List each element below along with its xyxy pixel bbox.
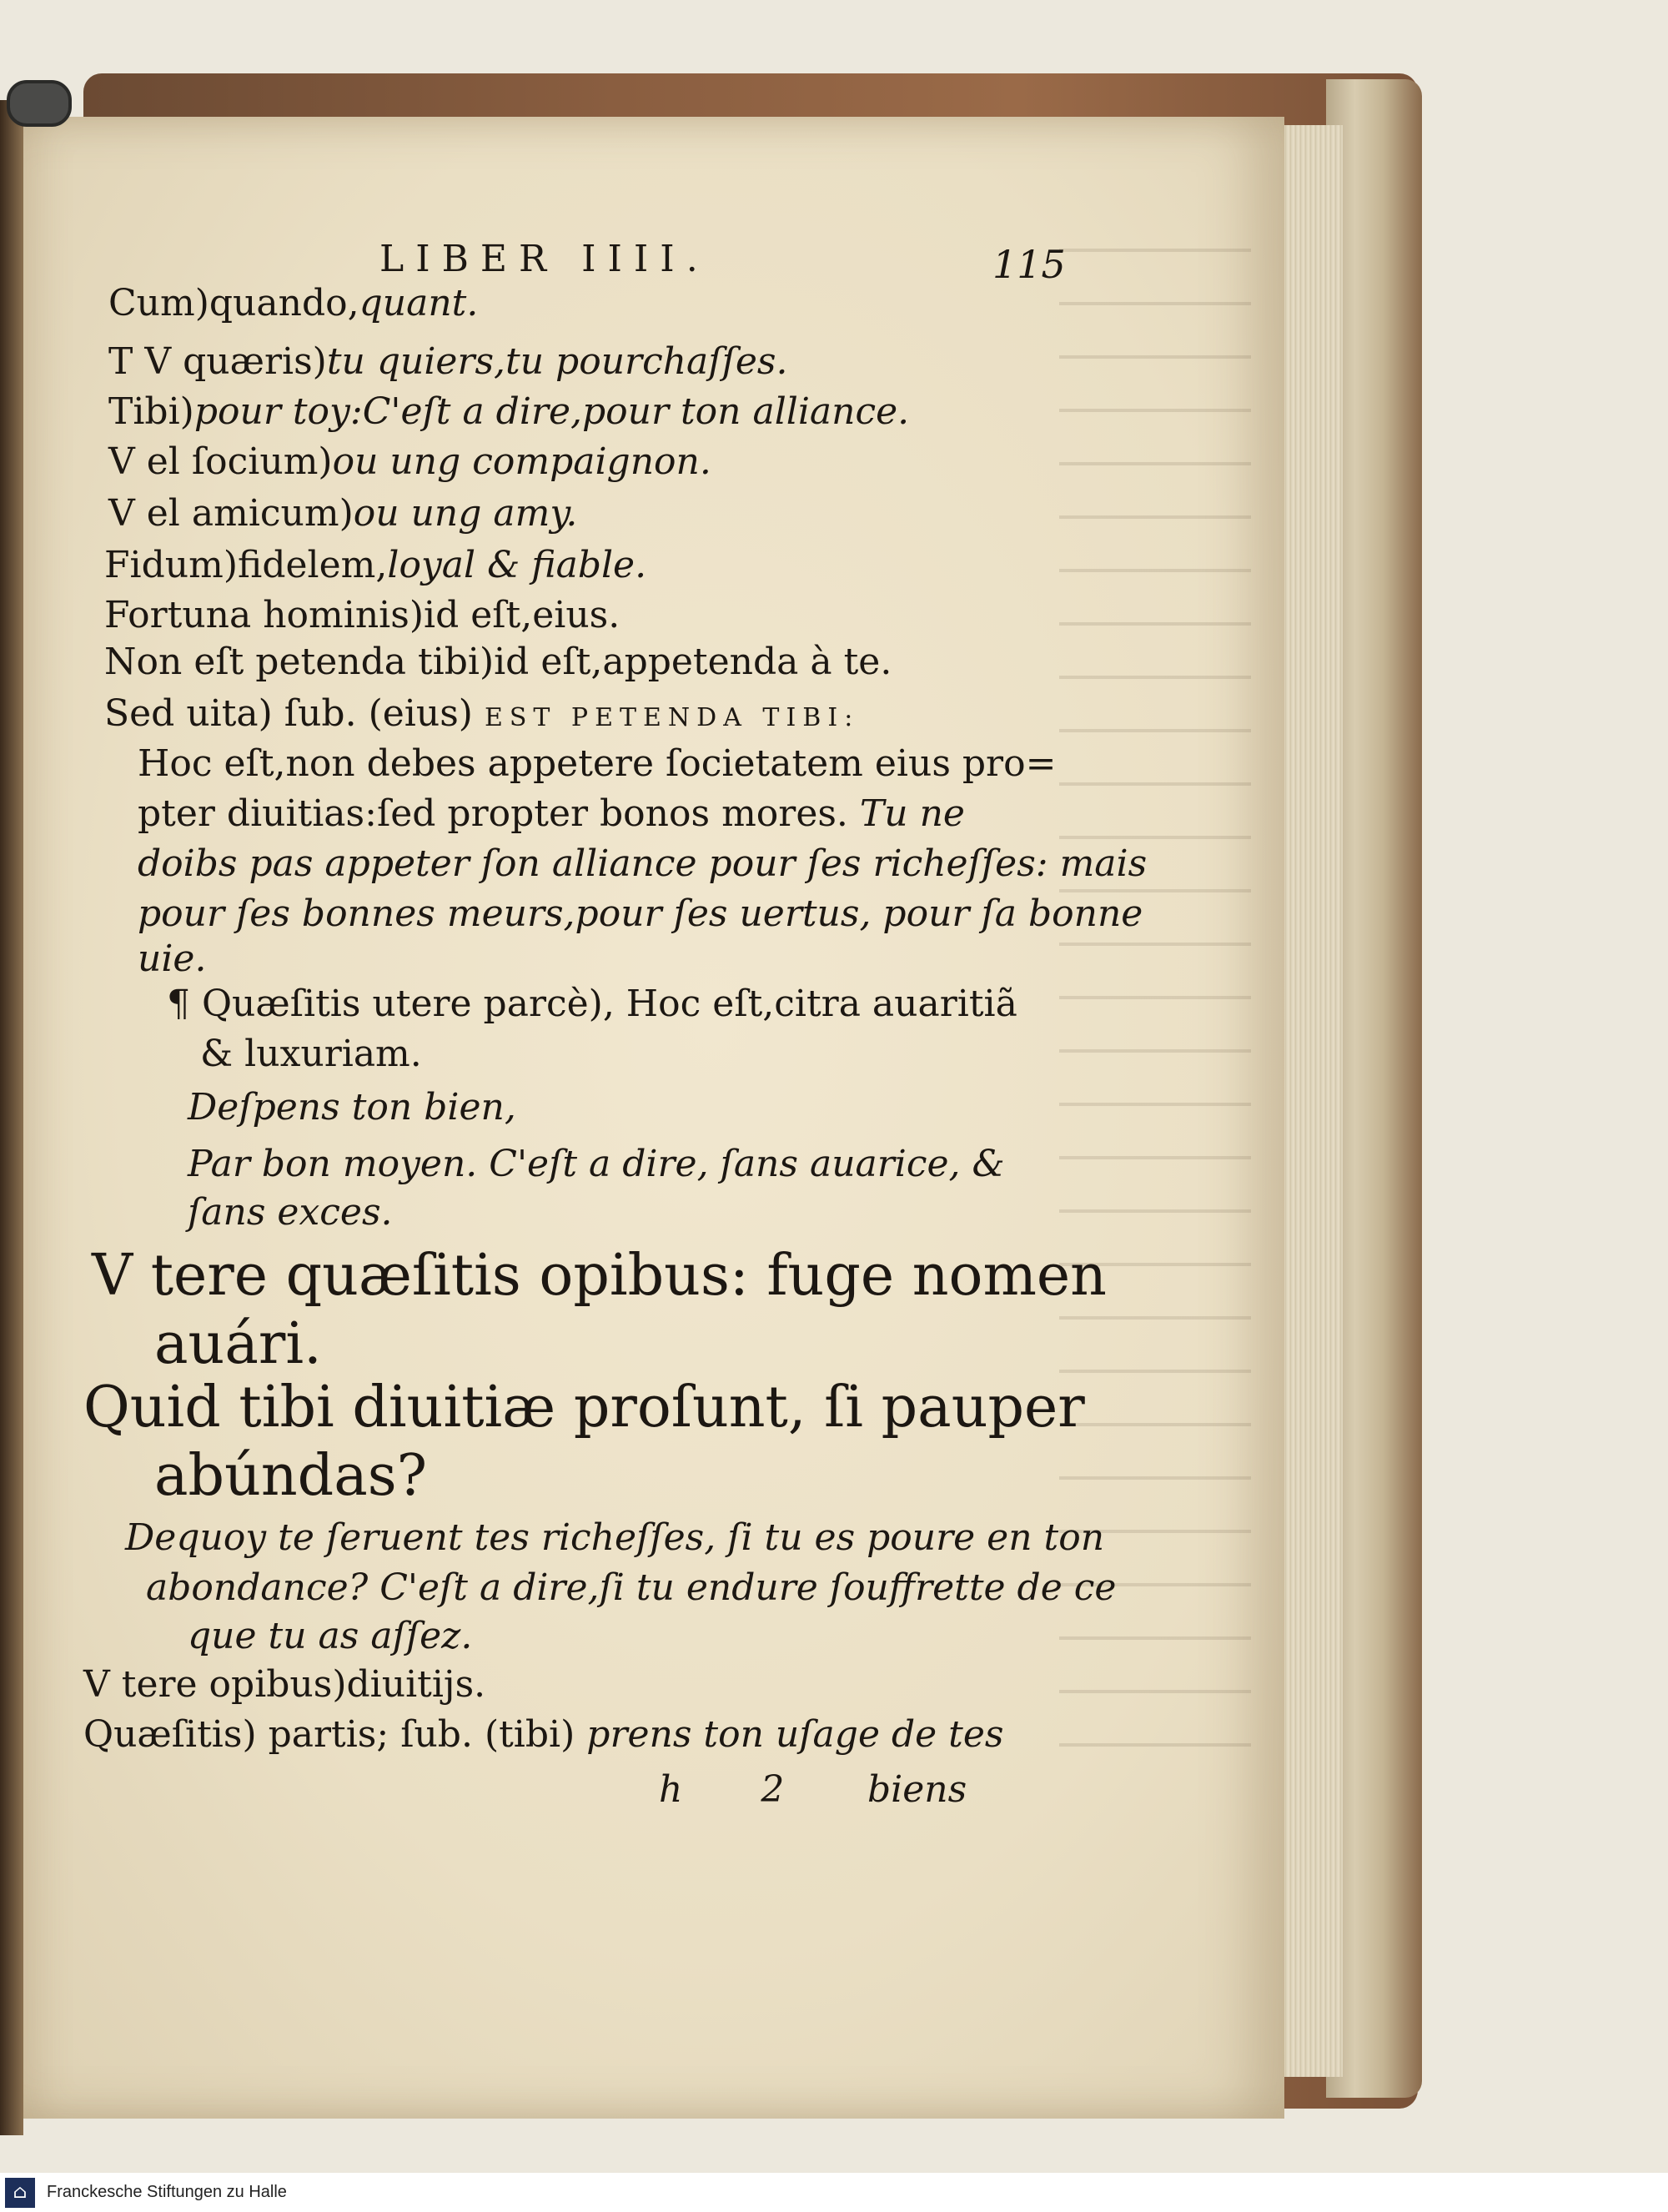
text-line: T V quæris)tu quiers,tu pourchaſſes. [108,340,788,383]
text-line: ſans exces. [188,1191,393,1234]
commentary-line: Dequoy te ſeruent tes richeſſes, ſi tu es poure en ton [125,1516,1105,1559]
verse-line: abúndas? [154,1443,428,1509]
text-line: Fortuna hominis)id eſt,eius. [104,594,620,636]
text-line: Sed uita) ſub. (eius) EST PETENDA TIBI: [104,692,860,735]
text-line: Cum)quando,quant. [108,282,479,324]
folio-number: 115 [992,242,1066,287]
verse-line: V tere quæſitis opibus: fuge nomen [92,1243,1107,1309]
text-line: Deſpens ton bien, [188,1086,516,1129]
text-line: Hoc eſt,non debes appetere ſocietatem eius pro= [138,742,1057,785]
ribbon-clasp-icon [7,80,72,127]
gutter-fold [0,100,23,2135]
verse-line: Quid tibi diuitiæ proſunt, ſi pauper [83,1375,1085,1440]
catchword: biens [867,1768,967,1811]
text-line: pter diuitias:ſed propter bonos mores. Tu ne [138,792,965,835]
commentary-line: que tu as aſſez. [188,1615,473,1657]
text-line: pour ſes bonnes meurs,pour ſes uertus, pour ſa bonne [138,892,1143,935]
text-line: & luxuriam. [200,1033,422,1075]
text-line: V tere opibus)diuitijs. [83,1663,486,1706]
text-line: Par bon moyen. C'eſt a dire, ſans auarice, & [188,1143,1005,1185]
text-line: doibs pas appeter ſon alliance pour ſes richeſſes: mais [138,842,1148,885]
text-line: Non eſt petenda tibi)id eſt,appetenda à te. [104,641,892,683]
text-line: V el amicum)ou ung amy. [108,492,578,535]
text-line: Tibi)pour toy:C'eſt a dire,pour ton alliance. [108,390,910,433]
commentary-line: abondance? C'eſt a dire,ſi tu endure ſouffrette de ce [146,1566,1117,1609]
text-line: ¶ Quæſitis utere parcè), Hoc eſt,citra auaritiã [167,983,1017,1025]
text-line: V el ſocium)ou ung compaignon. [108,440,711,483]
text-line: Fidum)fidelem,loyal & fiable. [104,544,647,586]
signature-mark: h 2 [659,1768,818,1811]
footer-bar [0,2173,1668,2212]
verse-line: auári. [154,1311,322,1377]
running-head: LIBER IIII. [379,238,710,280]
institution-name: Franckesche Stiftungen zu Halle [47,2183,287,2201]
text-line: Quæſitis) partis; ſub. (tibi) prens ton uſage de tes [83,1713,1004,1756]
text-line: uie. [138,938,207,980]
library-logo-icon: ⌂ [5,2178,35,2208]
